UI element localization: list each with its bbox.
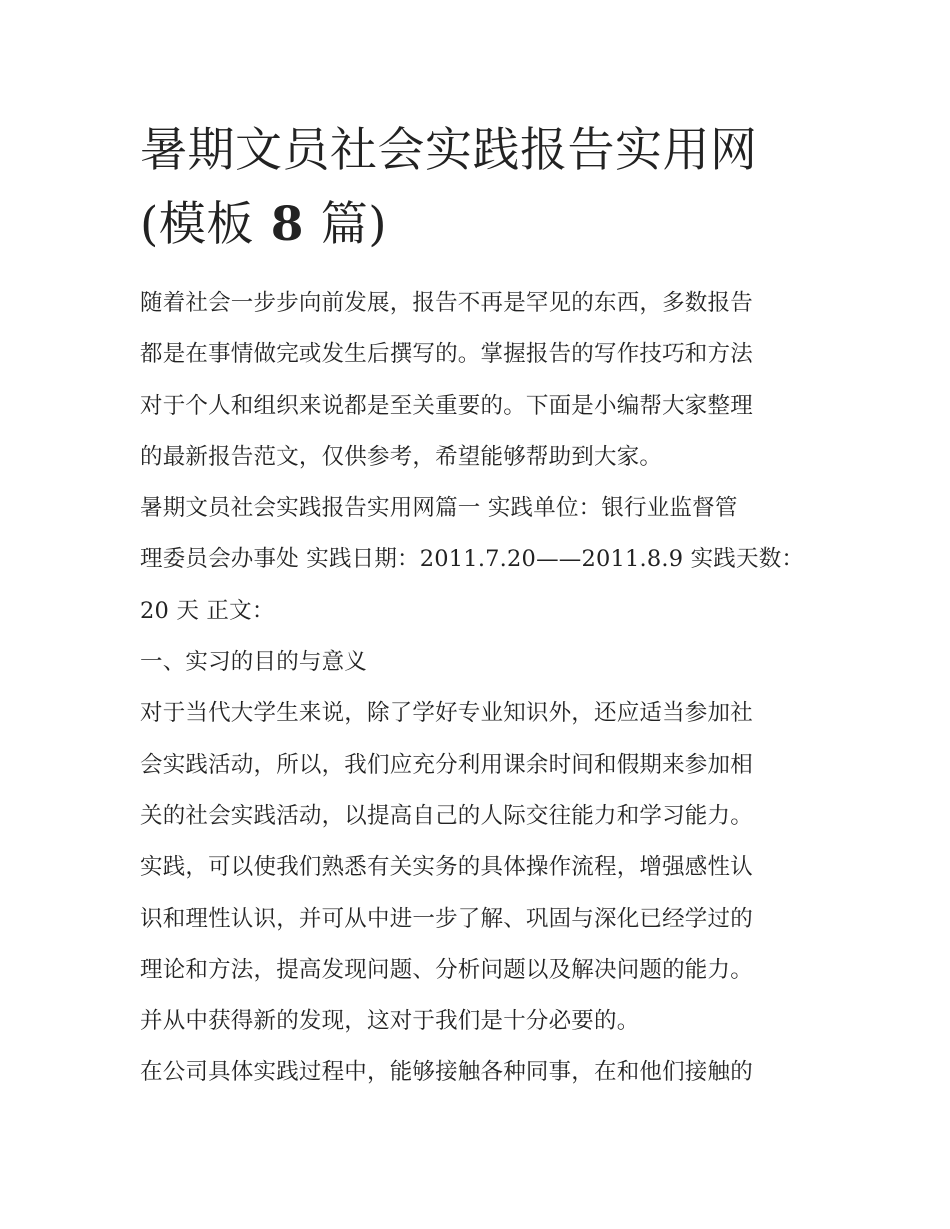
paragraph-line: 20 天 正文：: [140, 597, 275, 624]
title-line-2-open: (模板: [140, 197, 254, 252]
paragraph-line: 理论和方法，提高发现问题、分析问题以及解决问题的能力。: [140, 956, 753, 983]
paragraph-line: 关的社会实践活动，以提高自己的人际交往能力和学习能力。: [140, 802, 753, 829]
paragraph-line: 都是在事情做完或发生后撰写的。掌握报告的写作技巧和方法: [140, 341, 753, 368]
paragraph-line: 对于个人和组织来说都是至关重要的。下面是小编帮大家整理: [140, 392, 753, 419]
section-header-paragraph: [140, 483, 820, 637]
title-line-2-close: 篇): [320, 197, 388, 252]
title-line-2: [140, 188, 820, 262]
document-page: [140, 114, 820, 1099]
paragraph-line: 识和理性认识，并可从中进一步了解、巩固与深化已经学过的: [140, 905, 753, 932]
paragraph-line: 对于当代大学生来说，除了学好专业知识外，还应适当参加社: [140, 700, 753, 727]
paragraph-line: 的最新报告范文，仅供参考，希望能够帮助到大家。: [140, 443, 663, 470]
body-paragraph: [140, 1047, 820, 1098]
document-title: [140, 114, 820, 262]
section-heading: [140, 637, 820, 688]
paragraph-line: 会实践活动，所以，我们应充分利用课余时间和假期来参加相: [140, 751, 753, 778]
paragraph-line: 并从中获得新的发现，这对于我们是十分必要的。: [140, 1008, 640, 1035]
paragraph-line: 暑期文员社会实践报告实用网篇一 实践单位：银行业监督管: [140, 495, 738, 522]
heading-line: 一、实习的目的与意义: [140, 649, 368, 676]
paragraph-line: 理委员会办事处 实践日期：2011.7.20——2011.8.9 实践天数：: [140, 546, 805, 573]
paragraph-line: 实践，可以使我们熟悉有关实务的具体操作流程，增强感性认: [140, 854, 753, 881]
paragraph-line: 在公司具体实践过程中，能够接触各种同事，在和他们接触的: [140, 1059, 753, 1086]
intro-paragraph: [140, 278, 820, 483]
paragraph-line: 随着社会一步步向前发展，报告不再是罕见的东西，多数报告: [140, 290, 753, 316]
title-line-1: 暑期文员社会实践报告实用网: [140, 123, 758, 178]
body-paragraph: [140, 688, 820, 1047]
title-line-2-number: 8: [253, 197, 321, 252]
